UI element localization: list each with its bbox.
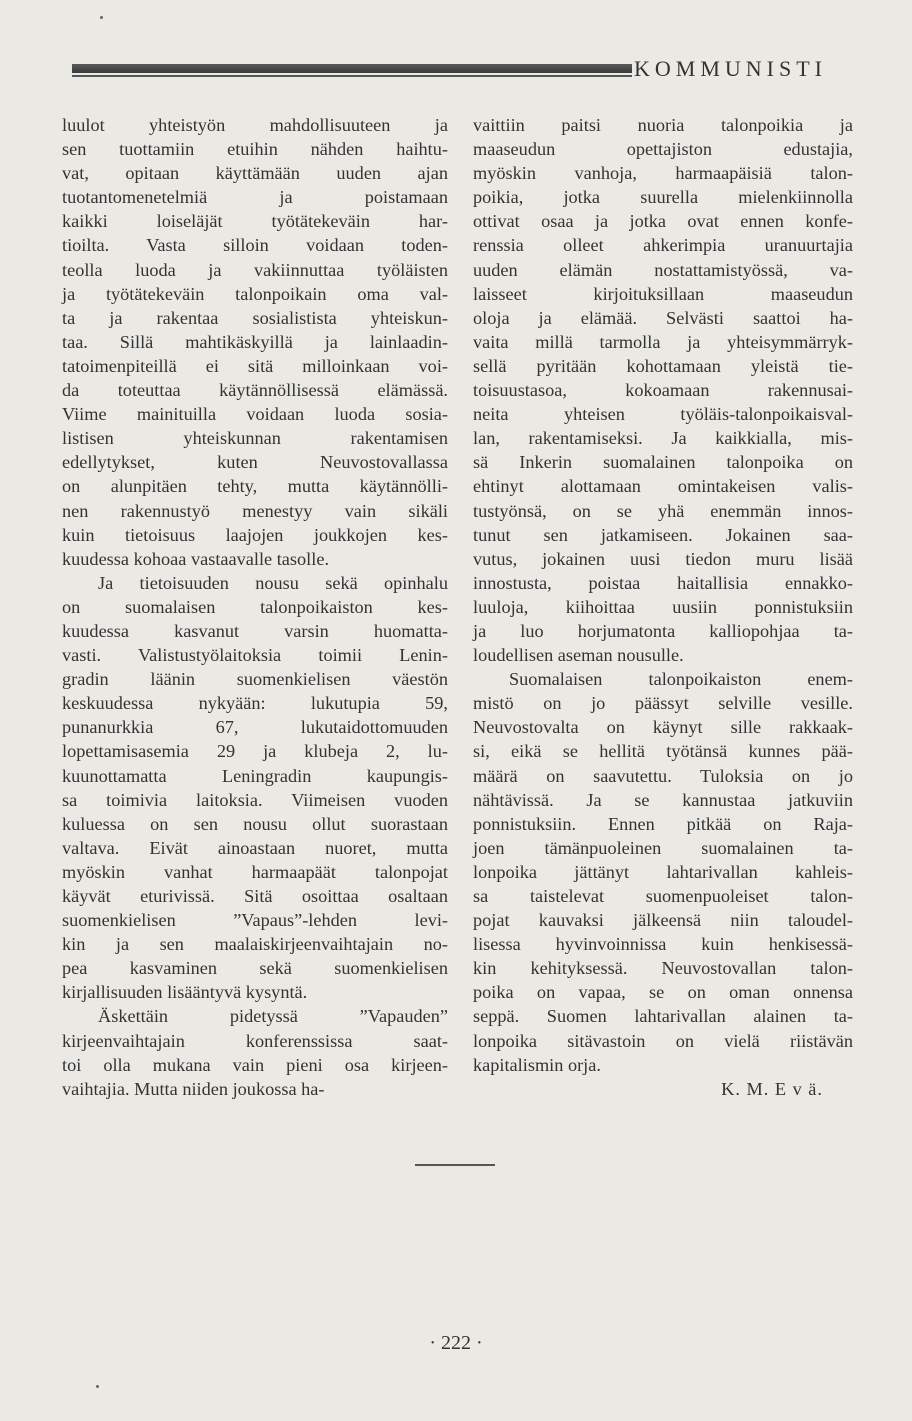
text-line: sä Inkerin suomalainen talonpoika on bbox=[473, 452, 853, 473]
text-line: luulot yhteistyön mahdollisuuteen ja bbox=[62, 115, 448, 135]
text-line: laisseet kirjoituksillaan maaseudun bbox=[473, 283, 853, 304]
text-line: kuunottamatta Leningradin kaupungis- bbox=[62, 765, 448, 786]
text-line: kin kehityksessä. Neuvostovallan talon- bbox=[473, 958, 853, 979]
text-line: si, eikä se hellitä työtänsä kunnes pää- bbox=[473, 741, 853, 762]
text-line: ja työtätekeväin talonpoikain oma val- bbox=[62, 283, 448, 304]
text-line: lonpoika sitävastoin on vielä riistävän bbox=[473, 1030, 853, 1051]
text-line: vasti. Valistustyölaitoksia toimii Lenin- bbox=[62, 645, 448, 666]
text-line: lopettamisasemia 29 ja klubeja 2, lu- bbox=[62, 741, 448, 762]
text-line: Viime mainituilla voidaan luoda sosia- bbox=[62, 404, 448, 425]
text-line: kuudessa kohoaa vastaavalle tasolle. bbox=[62, 548, 330, 569]
text-line: kapitalismin orja. bbox=[473, 1054, 601, 1075]
text-line: punanurkkia 67, lukutaidottomuuden bbox=[62, 717, 448, 738]
text-line: luuloja, kiihoittaa uusiin ponnistuksiin bbox=[473, 596, 853, 617]
text-line: ja luo horjumatonta kalliopohjaa ta- bbox=[473, 620, 853, 641]
text-line: renssia olleet ahkerimpia uranuurtajia bbox=[473, 235, 853, 256]
text-line: vat, opitaan käyttämään uuden ajan bbox=[62, 163, 448, 184]
left-text-column bbox=[62, 113, 448, 1101]
text-line: lonpoika jättänyt lahtarivallan kahleis- bbox=[473, 861, 853, 882]
text-line: vutus, jokainen uusi tiedon muru lisää bbox=[473, 548, 853, 569]
text-line: tioilta. Vasta silloin voidaan toden- bbox=[62, 235, 448, 256]
text-line: mistö on jo päässyt selville vesille. bbox=[473, 693, 853, 714]
text-line: maaseudun opettajiston edustajia, bbox=[473, 139, 853, 160]
text-line: määrä on saavutettu. Tuloksia on jo bbox=[473, 765, 853, 786]
text-line: vaihtajia. Mutta niiden joukossa ha- bbox=[62, 1078, 325, 1099]
text-line: nähtävissä. Ja se kannustaa jatkuviin bbox=[473, 789, 853, 810]
text-line: loudellisen aseman nousulle. bbox=[473, 645, 684, 666]
text-line: pojat kauvaksi jälkeensä niin taloudel- bbox=[473, 910, 853, 931]
text-line: toisuustasoa, kokoamaan rakennusai- bbox=[473, 380, 853, 401]
text-line: tustyönsä, on se yhä enemmän innos- bbox=[473, 500, 853, 521]
text-line: kuudessa kasvanut varsin huomatta- bbox=[62, 620, 448, 641]
text-line: poika on vapaa, se on oman onnensa bbox=[473, 982, 853, 1003]
text-line: valtava. Eivät ainoastaan nuoret, mutta bbox=[62, 837, 448, 858]
text-line: sa toimivia laitoksia. Viimeisen vuoden bbox=[62, 789, 448, 810]
text-line: neita yhteisen työläis-talonpoikaisval- bbox=[473, 404, 853, 425]
text-line: pea kasvaminen sekä suomenkielisen bbox=[62, 958, 448, 979]
text-line: Neuvostovalta on käynyt sille rakkaak- bbox=[473, 717, 853, 738]
text-line: ottivat osaa ja jotka ovat ennen konfe- bbox=[473, 211, 853, 232]
text-line: innostusta, poistaa haitallisia ennakko- bbox=[473, 572, 853, 593]
text-line: nen rakennustyö menestyy vain sikäli bbox=[62, 500, 448, 521]
text-line: kirjeenvaihtajain konferenssissa saat- bbox=[62, 1030, 448, 1051]
text-line: vaittiin paitsi nuoria talonpoikia ja bbox=[473, 115, 853, 135]
text-line: kuin tietoisuus laajojen joukkojen kes- bbox=[62, 524, 448, 545]
header-rule bbox=[72, 64, 632, 73]
text-line: on alunpitäen tehty, mutta käytännölli- bbox=[62, 476, 448, 497]
end-rule bbox=[415, 1164, 495, 1166]
text-line: da toteuttaa käytännöllisessä elämässä. bbox=[62, 380, 448, 401]
text-line: keskuudessa nykyään: lukutupia 59, bbox=[62, 693, 448, 714]
text-line: kuluessa on sen nousu ollut suorastaan bbox=[62, 813, 448, 834]
text-line: myöskin vanhoja, harmaapäisiä talon- bbox=[473, 163, 853, 184]
page-number: · 222 · bbox=[429, 1332, 483, 1354]
running-header-title: KOMMUNISTI bbox=[634, 56, 827, 81]
text-line: sen tuottamiin etuihin nähden haihtu- bbox=[62, 139, 448, 160]
text-line: ponnistuksiin. Ennen pitkää on Raja- bbox=[473, 813, 853, 834]
text-line: tatoimenpiteillä ei sitä milloinkaan voi- bbox=[62, 355, 448, 376]
text-line: edellytykset, kuten Neuvostovallassa bbox=[62, 452, 448, 473]
text-line: käyvät eturivissä. Sitä osoittaa osaltaan bbox=[62, 886, 448, 906]
print-speck bbox=[96, 1385, 99, 1388]
text-line: oloja ja elämää. Selvästi saattoi ha- bbox=[473, 307, 853, 328]
text-line: uuden elämän nostattamistyössä, va- bbox=[473, 259, 853, 280]
text-line: Suomalaisen talonpoikaiston enem- bbox=[509, 669, 853, 690]
text-line: toi olla mukana vain pieni osa kirjeen- bbox=[62, 1054, 448, 1075]
text-line: kaikki loiseläjät työtätekeväin har- bbox=[62, 211, 448, 232]
text-line: Äskettäin pidetyssä ”Vapauden” bbox=[98, 1006, 448, 1027]
text-line: tuotantomenetelmiä ja poistamaan bbox=[62, 187, 448, 208]
text-line: lisessa hyvinvoinnissa kuin henkisessä- bbox=[473, 934, 853, 955]
text-line: sa taistelevat suomenpuoleiset talon- bbox=[473, 886, 853, 906]
text-line: suomenkielisen ”Vapaus”-lehden levi- bbox=[62, 910, 448, 931]
text-line: ehtinyt alottamaan omintakeisen valis- bbox=[473, 476, 853, 497]
right-text-column bbox=[473, 113, 853, 1101]
text-line: gradin läänin suomenkielisen väestön bbox=[62, 669, 448, 690]
text-line: seppä. Suomen lahtarivallan alainen ta- bbox=[473, 1006, 853, 1027]
text-line: vaita millä tarmolla ja yhteisymmärryk- bbox=[473, 331, 853, 352]
text-line: taa. Sillä mahtikäskyillä ja lainlaadin- bbox=[62, 331, 448, 352]
text-line: ta ja rakentaa sosialistista yhteiskun- bbox=[62, 307, 448, 328]
text-line: poikia, jotka suurella mielenkiinnolla bbox=[473, 187, 853, 208]
text-line: kin ja sen maalaiskirjeenvaihtajain no- bbox=[62, 934, 448, 955]
text-line: kirjallisuuden lisääntyvä kysyntä. bbox=[62, 982, 308, 1003]
text-line: myöskin vanhat harmaapäät talonpojat bbox=[62, 861, 448, 882]
text-line: Ja tietoisuuden nousu sekä opinhalu bbox=[98, 572, 448, 593]
author-signature: K. M. E v ä. bbox=[721, 1078, 823, 1099]
text-line: sellä pyritään kohottamaan yleistä tie- bbox=[473, 355, 853, 376]
text-line: teolla luoda ja vakiinnuttaa työläisten bbox=[62, 259, 448, 280]
text-line: lan, rakentamiseksi. Ja kaikkialla, mis- bbox=[473, 428, 853, 449]
text-line: listisen yhteiskunnan rakentamisen bbox=[62, 428, 448, 449]
print-speck bbox=[100, 16, 103, 19]
text-line: joen tämänpuoleinen suomalainen ta- bbox=[473, 837, 853, 858]
text-line: tunut sen jatkamiseen. Jokainen saa- bbox=[473, 524, 853, 545]
text-line: on suomalaisen talonpoikaiston kes- bbox=[62, 596, 448, 617]
